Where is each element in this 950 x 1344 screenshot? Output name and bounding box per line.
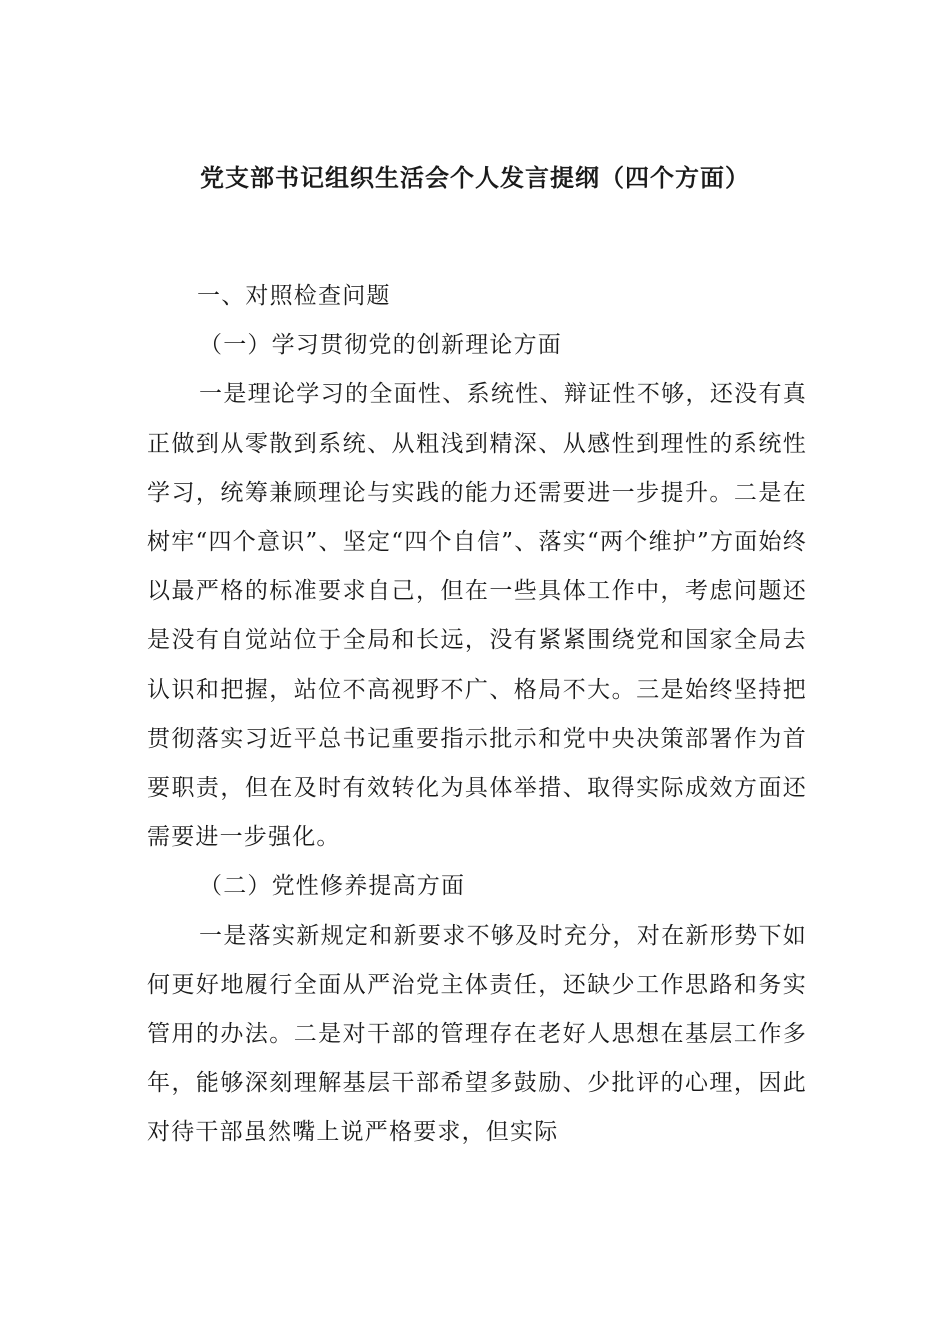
subsection-heading: （一）学习贯彻党的创新理论方面 bbox=[199, 332, 562, 359]
section-heading: 一、对照检查问题 bbox=[197, 283, 391, 309]
subsection-heading: （二）党性修养提高方面 bbox=[199, 873, 466, 900]
paragraph: 一是落实新规定和新要求不够及时充分，对在新形势下如何更好地履行全面从严治党主体责任，还缺少工作思路和务实管用的办法。二是对干部的管理存在老好人思想在基层工作多年，能够深刻理解基层干部希望多鼓励、少批评的心理，因此对待干部虽然嘴上说严格要求，但实际 bbox=[147, 922, 807, 1146]
paragraph: 一是理论学习的全面性、系统性、辩证性不够，还没有真正做到从零散到系统、从粗浅到精深、从感性到理性的系统性学习，统筹兼顾理论与实践的能力还需要进一步提升。二是在树牢“四个意识”、坚定“四个自信”、落实“两个维护”方面始终以最严格的标准要求自己，但在一些具体工作中，考虑问题还是没有自觉站位于全局和长远，没有紧紧围绕党和国家全局去认识和把握，站位不高视野不广、格局不大。三是始终坚持把贯彻落实习近平总书记重要指示批示和党中央决策部署作为首要职责，但在及时有效转化为具体举措、取得实际成效方面还需要进一步强化。 bbox=[147, 381, 807, 851]
document-body bbox=[147, 272, 807, 1158]
document-title: 党支部书记组织生活会个人发言提纲（四个方面） bbox=[200, 163, 750, 192]
